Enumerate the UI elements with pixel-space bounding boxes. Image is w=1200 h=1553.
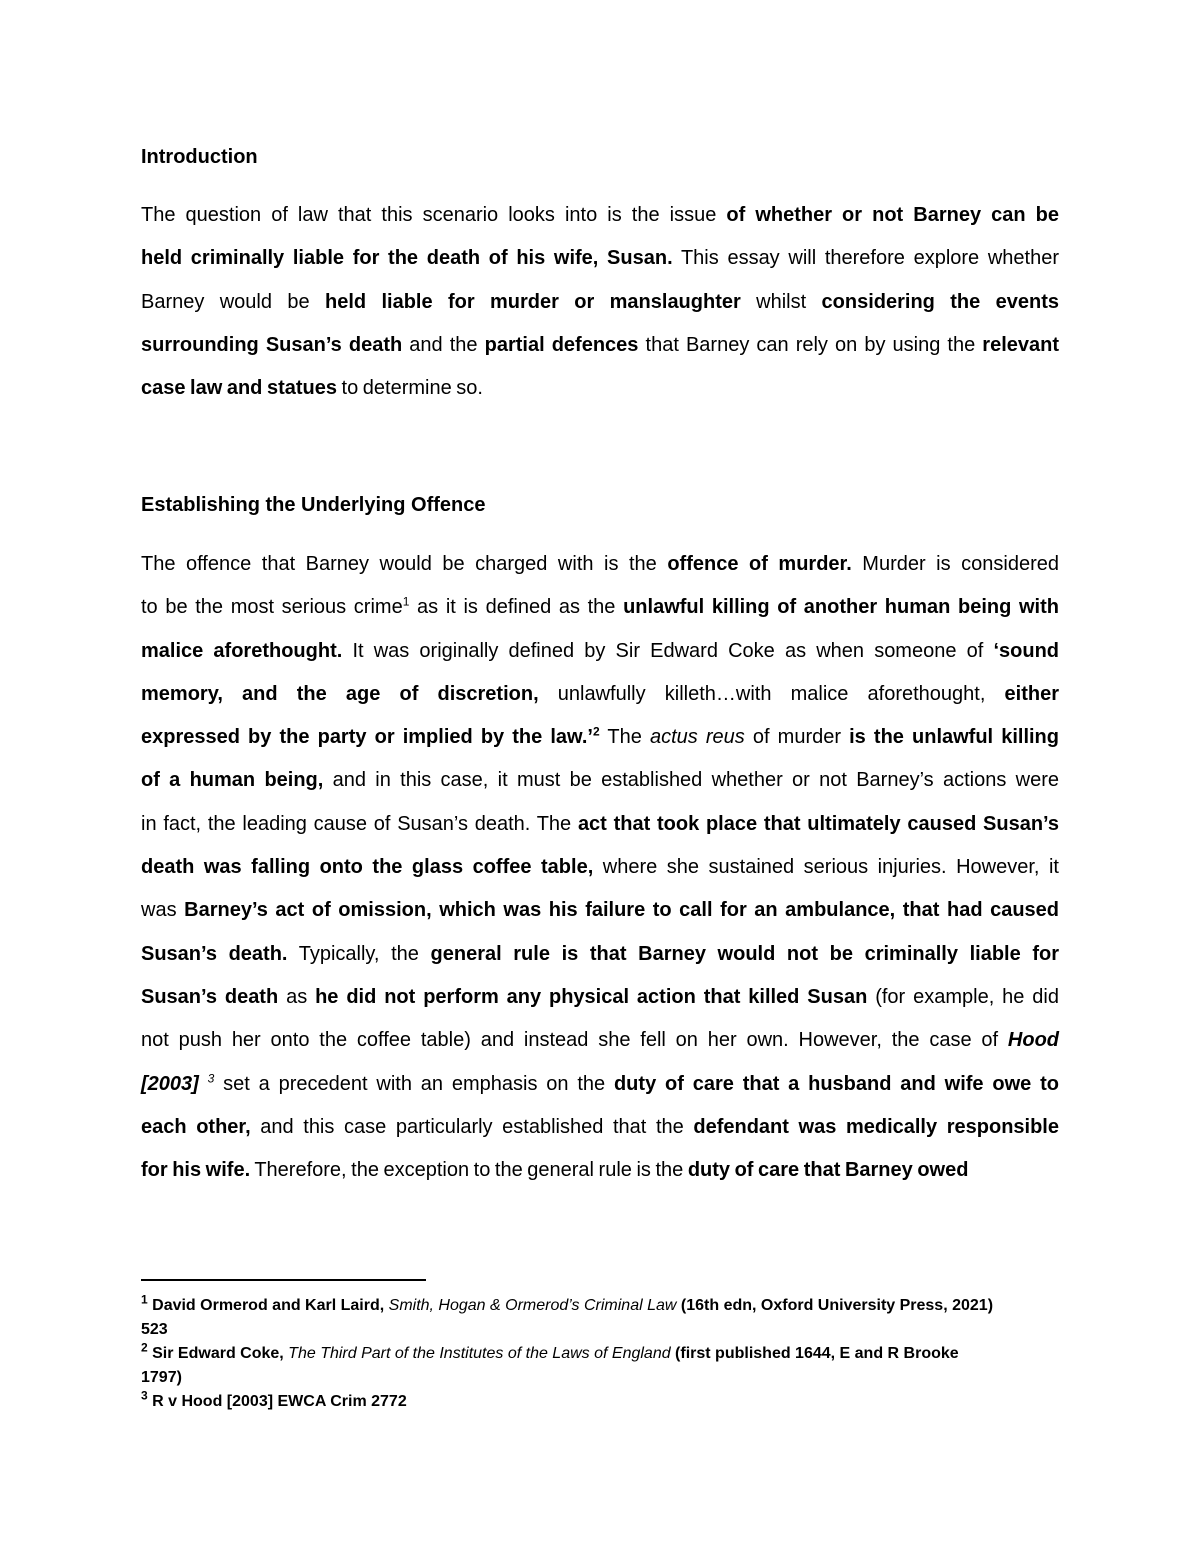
text-run: for his wife. <box>141 1159 251 1182</box>
text-line <box>141 724 1059 767</box>
text-line <box>141 202 1059 245</box>
text-run: unlawfully killeth…with malice aforethought, <box>538 682 1005 705</box>
paragraph-introduction <box>141 202 1059 418</box>
text-line <box>141 811 1059 854</box>
text-run: each other, <box>141 1115 251 1138</box>
text-line <box>141 245 1059 288</box>
text-run: (16th edn, Oxford University Press, 2021) <box>676 1297 994 1314</box>
text-line <box>141 375 1059 418</box>
text-run: The <box>599 726 650 749</box>
text-run: to determine so. <box>336 377 483 400</box>
text-run: as <box>278 985 316 1008</box>
text-run: as it is defined as the <box>409 596 624 619</box>
text-run: Susan’s death <box>141 985 279 1008</box>
text-run: 523 <box>141 1321 168 1338</box>
text-run: held liable for murder or manslaughter <box>324 290 741 313</box>
text-run: relevant <box>982 333 1060 356</box>
text-run: that Barney can rely on by using the <box>638 333 983 356</box>
footnote-marker: 1 <box>402 594 410 609</box>
text-line <box>141 767 1059 810</box>
text-run: is the unlawful killing <box>849 726 1059 749</box>
text-run: of whether or not Barney can be <box>726 204 1059 226</box>
text-run: held criminally liable for the death of his wife, Susan. <box>141 247 673 270</box>
text-run: offence of murder. <box>667 553 852 575</box>
text-run: of murder <box>744 726 850 749</box>
text-run: This essay will therefore explore whether <box>672 247 1060 270</box>
footnote-line <box>141 1318 1059 1342</box>
text-run: memory, and the age of discretion, <box>141 682 539 705</box>
text-run: The question of law that this scenario looks into is the issue <box>141 204 727 226</box>
text-run: Smith, Hogan & Ormerod’s Criminal Law <box>388 1297 677 1314</box>
text-run: partial defences <box>484 333 639 356</box>
text-run: The Third Part of the Institutes of the Laws of England <box>288 1345 671 1362</box>
text-run: Therefore, the exception to the general rule is the <box>250 1159 688 1182</box>
text-line <box>141 551 1059 594</box>
text-run: in fact, the leading cause of Susan’s death. The <box>141 812 578 835</box>
text-run: death was falling onto the glass coffee table, <box>141 856 594 879</box>
footnote-marker: 3 <box>141 1388 148 1403</box>
text-run: (for example, he did <box>867 985 1059 1008</box>
text-run: R v Hood [2003] EWCA Crim 2772 <box>147 1393 407 1410</box>
text-run: to be the most serious crime <box>141 596 403 619</box>
text-run: Typically, the <box>287 942 431 965</box>
text-run: It was originally defined by Sir Edward Coke as when someone of <box>342 639 994 662</box>
text-run: unlawful killing of another human being with <box>623 596 1059 619</box>
text-line <box>141 332 1059 375</box>
text-run: The offence that Barney would be charged with is the <box>141 553 668 575</box>
text-run: Susan’s death. <box>141 942 288 965</box>
footnote-line <box>141 1294 1059 1318</box>
text-run: actus reus <box>649 726 745 749</box>
text-run: duty of care that Barney owed <box>687 1159 969 1182</box>
footnote-line <box>141 1390 1059 1414</box>
text-line <box>141 897 1059 940</box>
footnote-marker: 1 <box>141 1292 148 1307</box>
footnote-line <box>141 1342 1059 1366</box>
text-run: he did not perform any physical action that killed Susan <box>315 985 868 1008</box>
text-run: Barney would be <box>141 290 325 313</box>
text-run: and this case particularly established that the <box>250 1115 694 1138</box>
text-run: Murder is considered <box>851 553 1059 575</box>
text-run: surrounding Susan’s death <box>141 333 403 356</box>
text-run: whilst <box>740 290 822 313</box>
paragraph-underlying-offence <box>141 551 1059 1200</box>
text-run: [2003] <box>141 1072 199 1095</box>
text-line <box>141 1027 1059 1070</box>
text-run: David Ormerod and Karl Laird, <box>147 1297 389 1314</box>
text-run: case law and statues <box>141 377 337 400</box>
text-run: either <box>1004 682 1060 705</box>
text-run: not push her onto the coffee table) and instead she fell on her own. However, the case of <box>141 1029 1008 1052</box>
heading-establishing-offence: Establishing the Underlying Offence <box>141 494 486 516</box>
text-run: malice aforethought. <box>141 639 343 662</box>
footnote-separator <box>141 1279 426 1281</box>
text-line <box>141 1071 1059 1114</box>
text-run: defendant was medically responsible <box>693 1115 1059 1138</box>
footnote-marker: 3 <box>207 1070 215 1085</box>
text-run: (first published 1644, E and R Brooke <box>670 1345 959 1362</box>
text-line <box>141 1114 1059 1157</box>
text-run: was <box>141 899 185 922</box>
text-run: Sir Edward Coke, <box>147 1345 289 1362</box>
text-line <box>141 1157 1059 1200</box>
heading-introduction: Introduction <box>141 146 258 168</box>
text-run: considering the events <box>821 290 1059 313</box>
footnote-marker: 2 <box>141 1340 148 1355</box>
text-line <box>141 638 1059 681</box>
footnote-line <box>141 1366 1059 1390</box>
text-run: Barney’s act of omission, which was his failure to call for an ambulance, that had caused <box>184 899 1060 922</box>
text-run: act that took place that ultimately caused Susan’s <box>577 812 1059 835</box>
text-line <box>141 984 1059 1027</box>
text-line <box>141 941 1059 984</box>
text-line <box>141 681 1059 724</box>
text-run: duty of care that a husband and wife owe to <box>613 1072 1059 1095</box>
text-run: Hood <box>1007 1029 1059 1052</box>
text-run: where she sustained serious injuries. However, it <box>593 856 1059 879</box>
text-run: ‘sound <box>993 639 1059 662</box>
text-run: and the <box>402 333 485 356</box>
text-run: 1797) <box>141 1369 182 1386</box>
text-run <box>199 1073 208 1095</box>
text-line <box>141 594 1059 637</box>
footnotes <box>141 1294 1059 1414</box>
text-run: expressed by the party or implied by the law.’ <box>141 726 593 749</box>
text-run: of a human being, <box>141 769 324 792</box>
footnote-marker: 2 <box>592 724 600 739</box>
text-line <box>141 854 1059 897</box>
text-run: and in this case, it must be established whether or not Barney’s actions were <box>323 769 1059 792</box>
text-run: set a precedent with an emphasis on the <box>214 1072 614 1095</box>
text-line <box>141 289 1059 332</box>
text-run: general rule is that Barney would not be criminally liable for <box>430 942 1059 965</box>
